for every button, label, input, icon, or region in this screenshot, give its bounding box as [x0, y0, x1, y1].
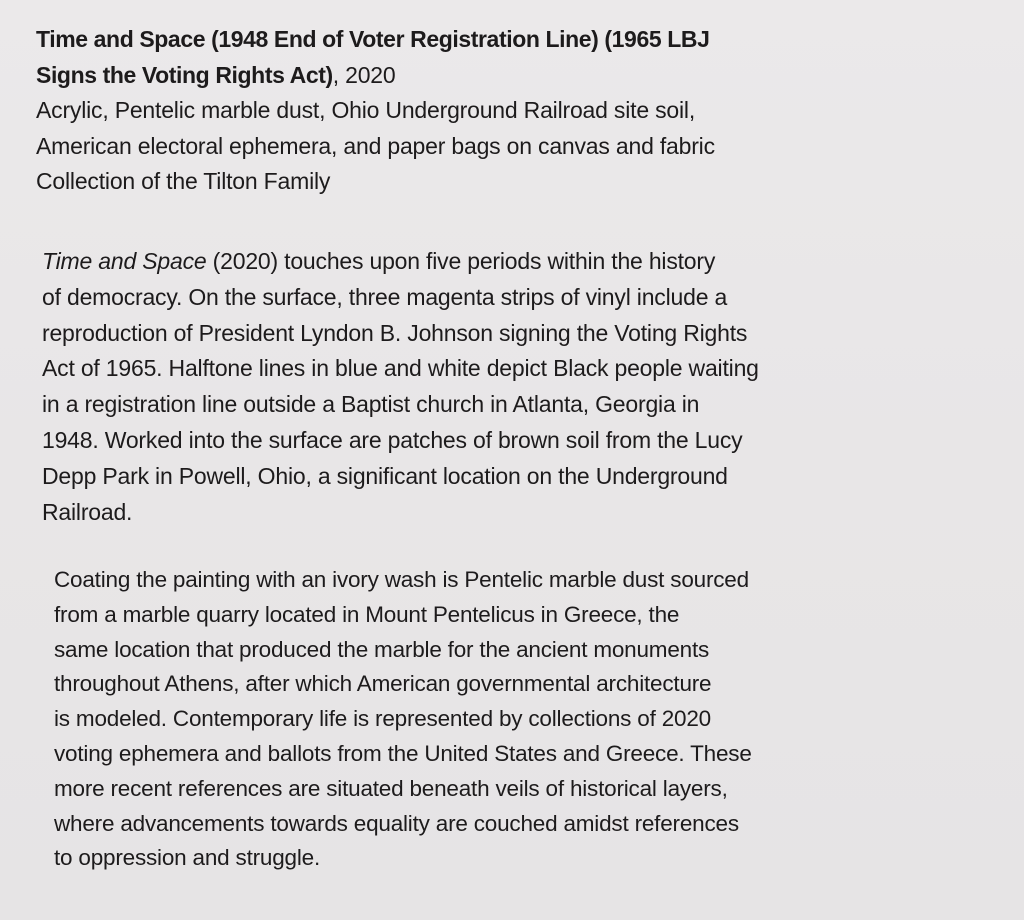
paragraph-line: Act of 1965. Halftone lines in blue and white depict Black people waiting	[42, 355, 759, 382]
paragraph-line: more recent references are situated beneath veils of historical layers,	[54, 775, 728, 801]
paragraph-line: Coating the painting with an ivory wash is Pentelic marble dust sourced	[54, 567, 749, 592]
artwork-title-continued: Signs the Voting Rights Act)	[36, 61, 333, 88]
paragraph-line: Railroad.	[42, 498, 133, 525]
paragraph-line: where advancements towards equality are couched amidst references	[54, 810, 739, 836]
paragraph-line: Depp Park in Powell, Ohio, a significant location on the Underground	[42, 462, 728, 489]
paragraph-line: voting ephemera and ballots from the United States and Greece. These	[54, 740, 752, 766]
credit-line: Collection of the Tilton Family	[36, 168, 331, 194]
paragraph-line: same location that produced the marble for the ancient monuments	[54, 636, 710, 662]
medium-line-2: American electoral ephemera, and paper bags on canvas and fabric	[36, 132, 715, 159]
paragraph-line: to oppression and struggle.	[54, 845, 321, 871]
artwork-title-line-2	[36, 58, 1016, 94]
paragraph-line: of democracy. On the surface, three magenta strips of vinyl include a	[42, 283, 728, 310]
paragraph-line: 1948. Worked into the surface are patches of brown soil from the Lucy	[42, 426, 743, 453]
paragraph-line: from a marble quarry located in Mount Pentelicus in Greece, the	[54, 601, 680, 627]
paragraph-text: (2020) touches upon five periods within the history	[206, 248, 716, 274]
italic-artwork-title: Time and Space	[42, 248, 207, 274]
description-paragraph-2	[54, 563, 1024, 876]
tombstone	[36, 22, 1016, 200]
paragraph-line: is modeled. Contemporary life is represented by collections of 2020	[54, 706, 711, 732]
artwork-title-line-1: Time and Space (1948 End of Voter Registration Line) (1965 LBJ	[36, 26, 710, 52]
paragraph-line: reproduction of President Lyndon B. Johnson signing the Voting Rights	[42, 319, 748, 346]
description-paragraph-1	[42, 244, 1022, 530]
paragraph-line	[42, 244, 1022, 280]
paragraph-line: in a registration line outside a Baptist church in Atlanta, Georgia in	[42, 391, 700, 418]
medium-line-1: Acrylic, Pentelic marble dust, Ohio Underground Railroad site soil,	[36, 97, 696, 123]
paragraph-line: throughout Athens, after which American governmental architecture	[54, 671, 712, 697]
artwork-date: , 2020	[332, 61, 396, 88]
